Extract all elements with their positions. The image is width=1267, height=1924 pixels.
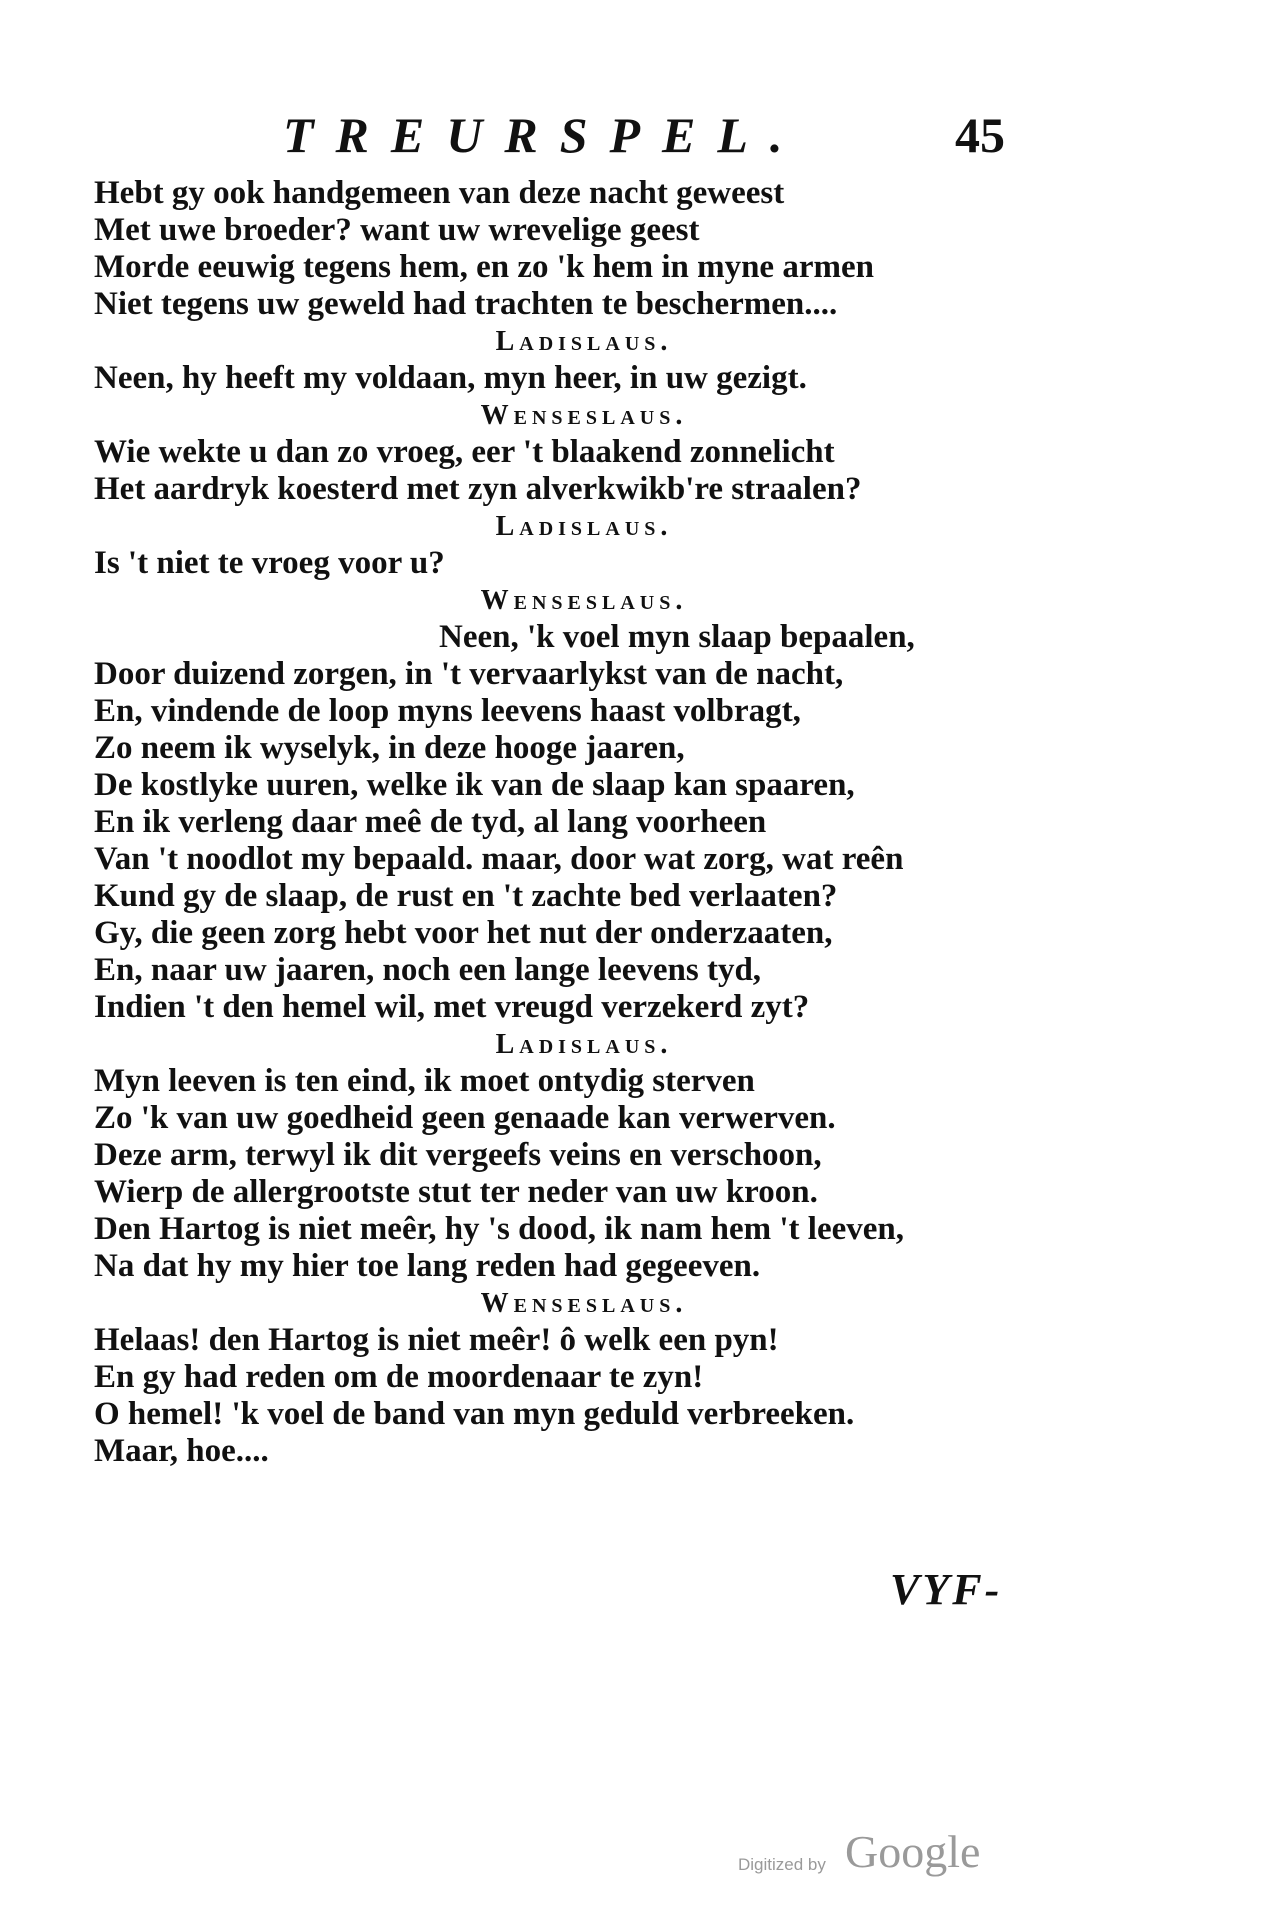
running-title: TREURSPEL. <box>283 107 805 163</box>
verse-line: Indien 't den hemel wil, met vreugd verzekerd zyt? <box>94 989 810 1025</box>
verse-line: Is 't niet te vroeg voor u? <box>94 545 445 581</box>
verse-line: Niet tegens uw geweld had trachten te beschermen.... <box>94 286 838 322</box>
speaker-name: Ladislaus. <box>495 511 673 542</box>
verse-line: Deze arm, terwyl ik dit vergeefs veins en verschoon, <box>94 1137 822 1173</box>
verse-line: De kostlyke uuren, welke ik van de slaap kan spaaren, <box>94 767 855 803</box>
running-head <box>0 105 1267 165</box>
verse-line: Gy, die geen zorg hebt voor het nut der onderzaaten, <box>94 915 833 951</box>
verse-line: O hemel! 'k voel de band van myn geduld verbreeken. <box>94 1396 855 1432</box>
verse-line: Wierp de allergrootste stut ter neder van uw kroon. <box>94 1174 818 1210</box>
verse-line: Wie wekte u dan zo vroeg, eer 't blaakend zonnelicht <box>94 434 835 470</box>
speaker-name: Ladislaus. <box>495 326 673 357</box>
verse-line: Zo 'k van uw goedheid geen genaade kan verwerven. <box>94 1100 836 1136</box>
digitized-watermark <box>735 1825 1015 1885</box>
speaker-name: Wenseslaus. <box>480 1288 688 1319</box>
verse-line: Helaas! den Hartog is niet meêr! ô welk een pyn! <box>94 1322 779 1358</box>
speaker-name: Wenseslaus. <box>480 585 688 616</box>
verse-line: Na dat hy my hier toe lang reden had gegeeven. <box>94 1248 761 1284</box>
verse-line: Met uwe broeder? want uw wrevelige geest <box>94 212 700 248</box>
verse-line: Van 't noodlot my bepaald. maar, door wat zorg, wat reên <box>94 841 904 877</box>
verse-line: Den Hartog is niet meêr, hy 's dood, ik nam hem 't leeven, <box>94 1211 904 1247</box>
verse-line: En, naar uw jaaren, noch een lange leevens tyd, <box>94 952 762 988</box>
verse-line: Het aardryk koesterd met zyn alverkwikb're straalen? <box>94 471 862 507</box>
verse-line: Myn leeven is ten eind, ik moet ontydig sterven <box>94 1063 755 1099</box>
speaker-name: Wenseslaus. <box>480 400 688 431</box>
google-logo: Google <box>845 1826 981 1877</box>
play-text <box>94 175 1054 1470</box>
verse-line: Neen, 'k voel myn slaap bepaalen, <box>439 619 915 655</box>
verse-line: Neen, hy heeft my voldaan, myn heer, in uw gezigt. <box>94 360 807 396</box>
verse-line: En ik verleng daar meê de tyd, al lang voorheen <box>94 804 767 840</box>
verse-line: Morde eeuwig tegens hem, en zo 'k hem in myne armen <box>94 249 874 285</box>
page-number: 45 <box>955 107 1005 163</box>
verse-line: Hebt gy ook handgemeen van deze nacht geweest <box>94 175 785 211</box>
verse-line: Kund gy de slaap, de rust en 't zachte bed verlaaten? <box>94 878 838 914</box>
catchword: VYF- <box>890 1565 1003 1614</box>
verse-line: En gy had reden om de moordenaar te zyn! <box>94 1359 704 1395</box>
watermark-prefix: Digitized by <box>738 1855 826 1874</box>
verse-line: En, vindende de loop myns leevens haast volbragt, <box>94 693 801 729</box>
verse-line: Door duizend zorgen, in 't vervaarlykst van de nacht, <box>94 656 844 692</box>
speaker-name: Ladislaus. <box>495 1029 673 1060</box>
verse-line: Maar, hoe.... <box>94 1433 269 1469</box>
verse-line: Zo neem ik wyselyk, in deze hooge jaaren, <box>94 730 685 766</box>
